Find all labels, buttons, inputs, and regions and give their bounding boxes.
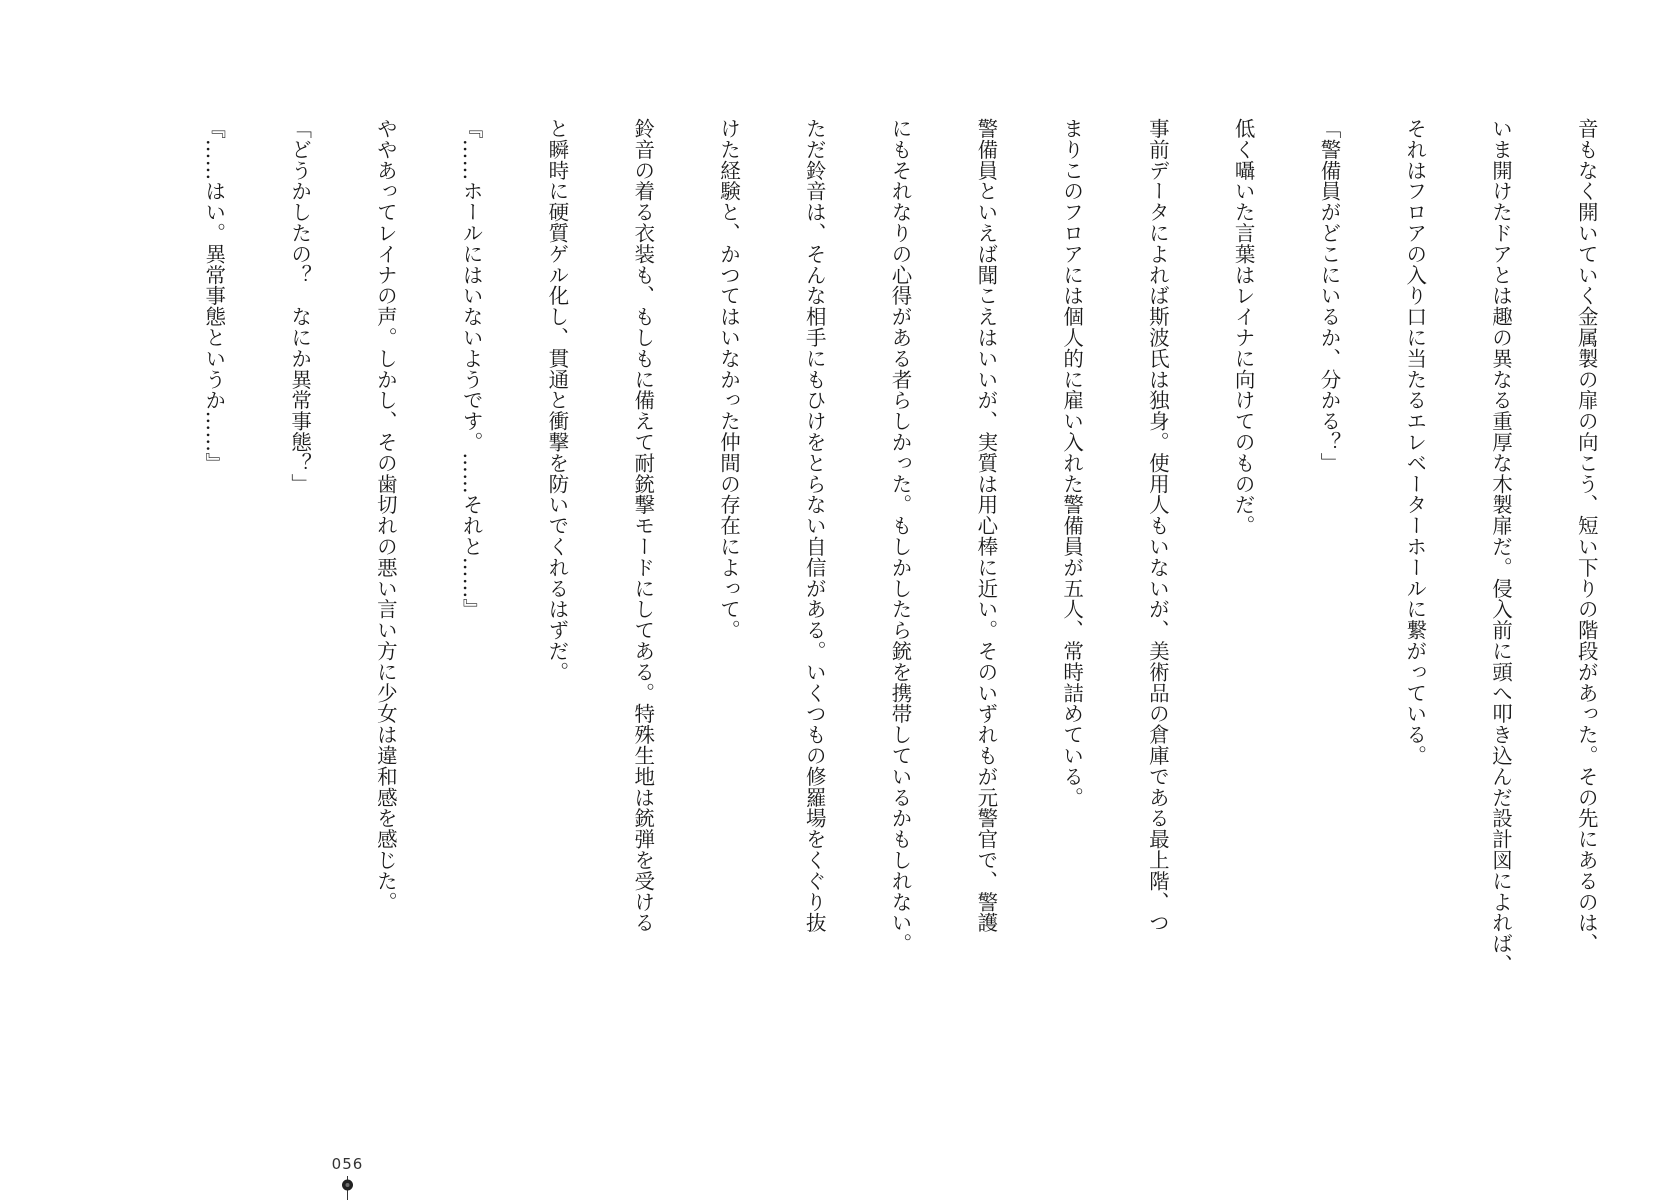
text-line: ただ鈴音は、そんな相手にもひけをとらない自信がある。いくつもの修羅場をくぐり抜 [802, 118, 827, 934]
text-line: にもそれなりの心得がある者らしかった。もしかしたら銃を携帯しているかもしれない。 [888, 118, 913, 954]
text-line: 低く囁いた言葉はレイナに向けてのものだ。 [1231, 118, 1256, 536]
dialogue-line: 「警備員がどこにいるか、分かる？」 [1316, 118, 1341, 474]
text-line: 警備員といえば聞こえはいいが、実質は用心棒に近い。そのいずれもが元警官で、警護 [973, 118, 998, 934]
vertical-text-body [142, 118, 1657, 998]
text-line: 事前データによれば斯波氏は独身。使用人もいないが、美術品の倉庫である最上階、つ [1145, 118, 1170, 934]
text-line: いま開けたドアとは趣の異なる重厚な木製扉だ。侵入前に頭へ叩き込んだ設計図によれば、 [1488, 118, 1513, 975]
text-line: 鈴音の着る衣装も、もしもに備えて耐銃撃モードにしてある。特殊生地は銃弾を受ける [630, 118, 655, 934]
text-line: 音もなく開いていく金属製の扉の向こう、短い下りの階段があった。その先にあるのは、 [1574, 118, 1599, 954]
text-line: それはフロアの入り口に当たるエレベーターホールに繋がっている。 [1402, 118, 1427, 766]
page-number: 056 [331, 1155, 364, 1173]
dialogue-line: 「どうかしたの？ なにか異常事態？」 [287, 118, 312, 495]
dialogue-line: 『……はい。異常事態というか……』 [201, 118, 226, 474]
text-line: と瞬時に硬質ゲル化し、貫通と衝撃を防いでくれるはずだ。 [544, 118, 569, 683]
page-ornament-icon [339, 1176, 356, 1200]
text-line: けた経験と、かつてはいなかった仲間の存在によって。 [716, 118, 741, 641]
text-line: まりこのフロアには個人的に雇い入れた警備員が五人、常時詰めている。 [1059, 118, 1084, 808]
text-line: ややあってレイナの声。しかし、その歯切れの悪い言い方に少女は違和感を感じた。 [373, 118, 398, 913]
dialogue-line: 『……ホールにはいないようです。……それと……』 [459, 118, 484, 620]
